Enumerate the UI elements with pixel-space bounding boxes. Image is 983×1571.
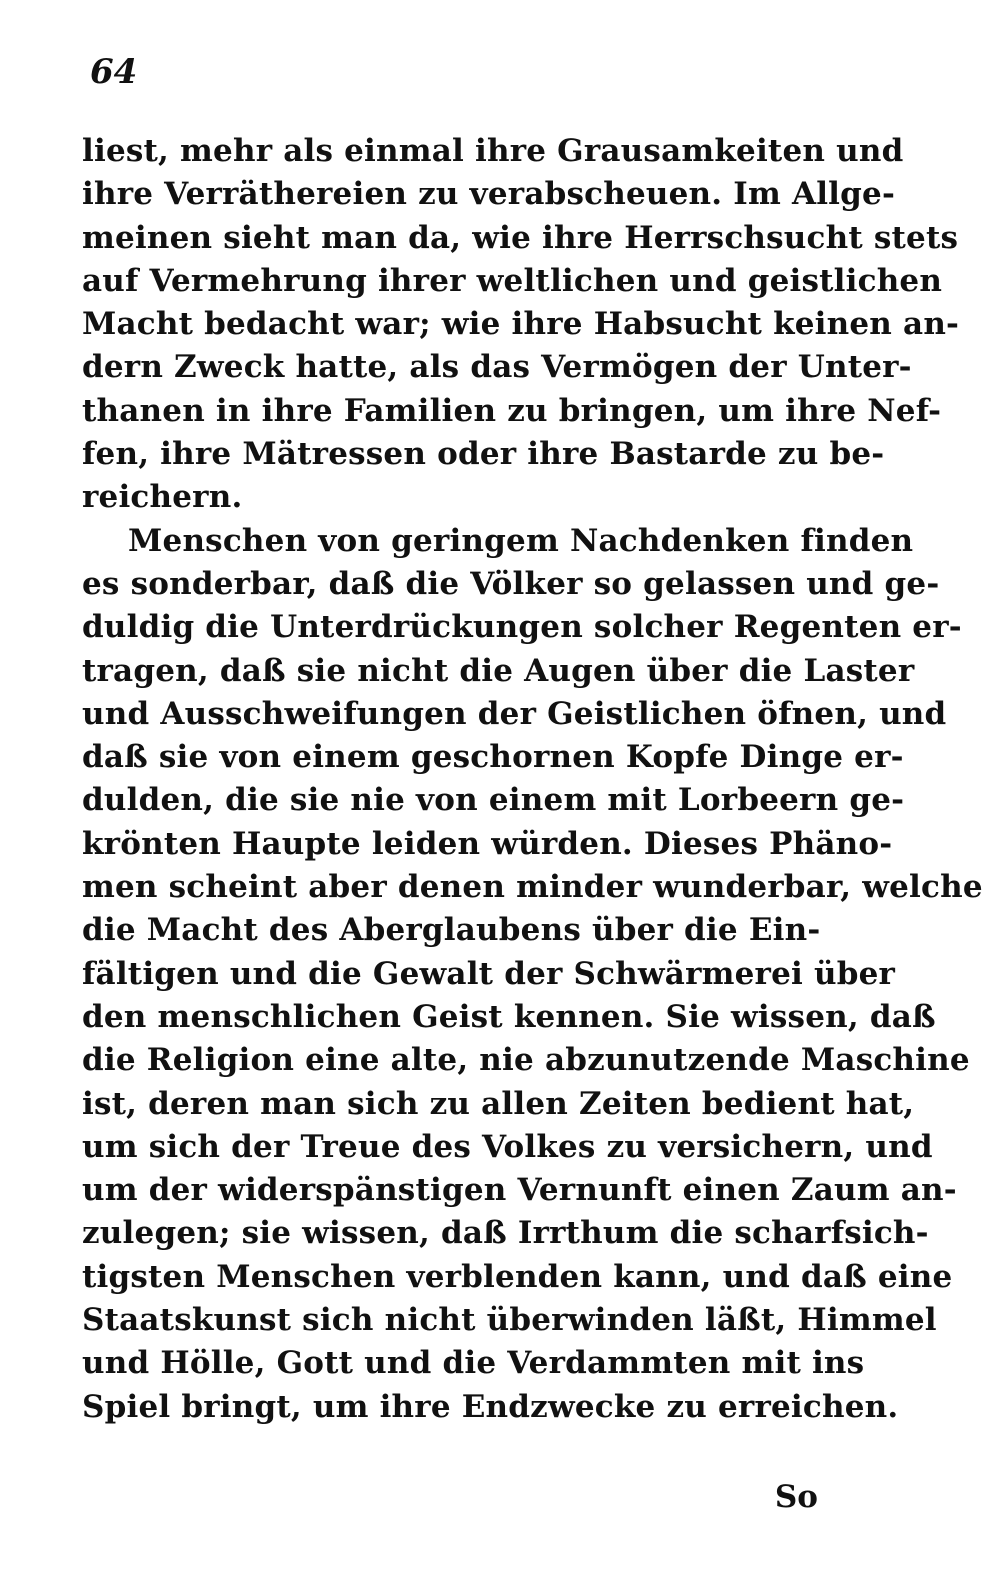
text-line: um sich der Treue des Volkes zu versichern, und [82, 1128, 933, 1165]
text-line: fen, ihre Mätressen oder ihre Bastarde zu be- [82, 436, 885, 473]
text-line: men scheint aber denen minder wunderbar, welche [82, 869, 983, 906]
text-line: auf Vermehrung ihrer weltlichen und geistlichen [82, 262, 943, 299]
text-line: und Ausschweifungen der Geistlichen öfnen, und [82, 695, 947, 732]
text-line: Staatskunst sich nicht überwinden läßt, Himmel [82, 1302, 937, 1339]
text-line: die Macht des Aberglaubens über die Ein- [82, 912, 821, 949]
text-line: meinen sieht man da, wie ihre Herrschsucht stets [82, 219, 959, 256]
text-line: daß sie von einem geschornen Kopfe Dinge er- [82, 739, 904, 776]
text-line: Macht bedacht war; wie ihre Habsucht keinen an- [82, 306, 960, 343]
text-line: um der widerspänstigen Vernunft einen Zaum an- [82, 1172, 957, 1209]
text-line: dulden, die sie nie von einem mit Lorbeern ge- [82, 782, 905, 819]
text-line: thanen in ihre Familien zu bringen, um ihre Nef- [82, 392, 942, 429]
text-line: ihre Verräthereien zu verabscheuen. Im Allge- [82, 176, 896, 213]
text-line: tigsten Menschen verblenden kann, und daß eine [82, 1258, 953, 1295]
text-line: und Hölle, Gott und die Verdammten mit ins [82, 1345, 865, 1382]
text-line: den menschlichen Geist kennen. Sie wissen, daß [82, 998, 936, 1035]
text-line: tragen, daß sie nicht die Augen über die Laster [82, 652, 915, 689]
paragraph-start-line: Menschen von geringem Nachdenken finden [128, 522, 914, 559]
catchword: So [774, 1479, 818, 1515]
text-line: die Religion eine alte, nie abzunutzende Maschine [82, 1042, 970, 1079]
text-line: ist, deren man sich zu allen Zeiten bedient hat, [82, 1085, 915, 1122]
text-line: krönten Haupte leiden würden. Dieses Phäno- [82, 825, 893, 862]
page-number: 64 [90, 52, 138, 92]
text-line: es sonderbar, daß die Völker so gelassen und ge- [82, 565, 940, 602]
text-line: fältigen und die Gewalt der Schwärmerei über [82, 955, 896, 992]
text-line: reichern. [82, 479, 243, 516]
body-text [82, 130, 983, 1429]
text-line: duldig die Unterdrückungen solcher Regenten er- [82, 609, 962, 646]
text-line: Spiel bringt, um ihre Endzwecke zu erreichen. [82, 1388, 899, 1425]
text-line: liest, mehr als einmal ihre Grausamkeiten und [82, 133, 904, 169]
text-line: zulegen; sie wissen, daß Irrthum die scharfsich- [82, 1215, 929, 1252]
text-line: dern Zweck hatte, als das Vermögen der Unter- [82, 349, 912, 386]
